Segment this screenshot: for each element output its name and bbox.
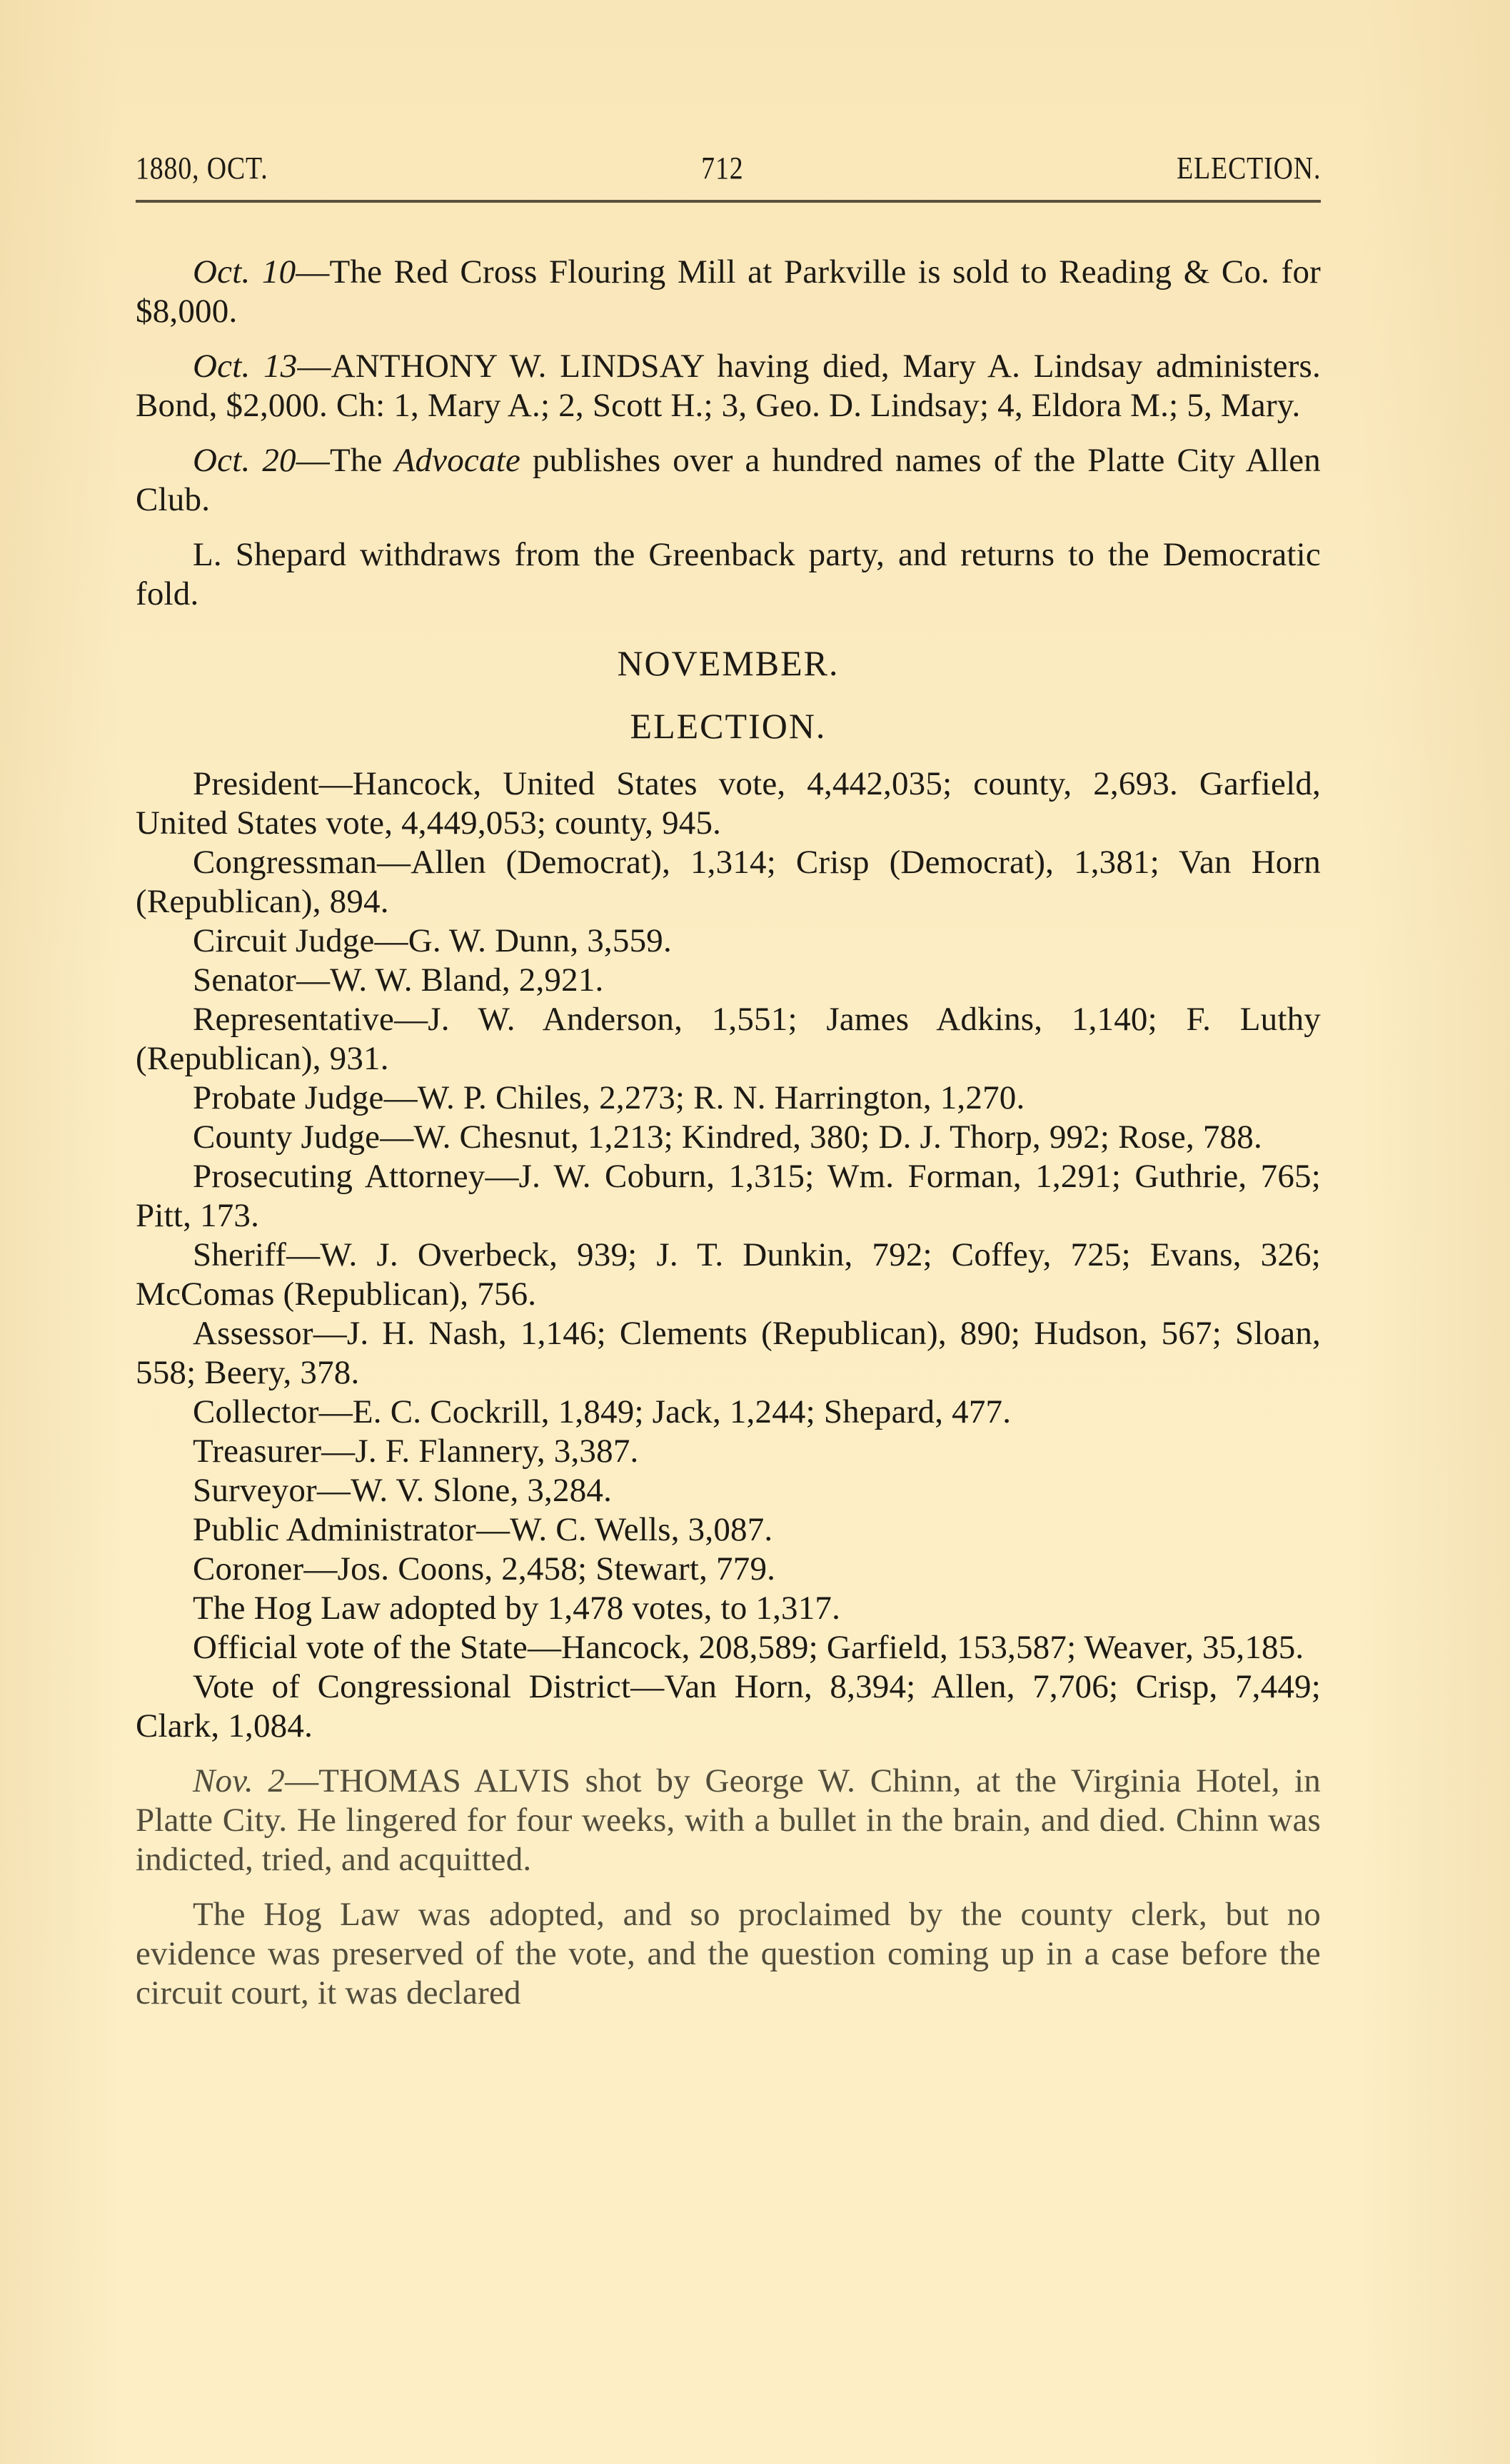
page-number: 712 (701, 151, 744, 186)
entry-text: —ANTHONY W. LINDSAY having died, Mary A. Lindsay administers. Bond, $2,000. Ch: 1, Mary A.; 2, Scott H.; 3, Geo. D. Lindsay; 4, Eldora M.; 5, Mary. (136, 348, 1321, 424)
entry-text: publishes over a hundred names of the Platte City Allen Club. (136, 442, 1321, 518)
entry-shepard (136, 535, 1321, 614)
page-content (136, 253, 1321, 2013)
result-hog-law: The Hog Law adopted by 1,478 votes, to 1,317. (193, 1590, 841, 1627)
entry-date: Oct. 10 (193, 253, 296, 291)
entry-date: Nov. 2 (193, 1762, 286, 1799)
result-congressional-district: Vote of Congressional District—Van Horn, 8,394; Allen, 7,706; Crisp, 7,449; Clark, 1,084. (136, 1668, 1321, 1745)
result-congressman: Congressman—Allen (Democrat), 1,314; Crisp (Democrat), 1,381; Van Horn (Republican), 894. (136, 844, 1321, 920)
running-head-section: ELECTION. (1177, 151, 1322, 186)
entry-text: —The (296, 442, 395, 479)
result-sheriff: Sheriff—W. J. Overbeck, 939; J. T. Dunkin, 792; Coffey, 725; Evans, 326; McComas (Republican), 756. (136, 1236, 1321, 1313)
newspaper-title: Advocate (394, 442, 521, 479)
result-representative: Representative—J. W. Anderson, 1,551; James Adkins, 1,140; F. Luthy (Republican), 931. (136, 1001, 1321, 1077)
result-coroner: Coroner—Jos. Coons, 2,458; Stewart, 779. (193, 1550, 776, 1587)
result-collector: Collector—E. C. Cockrill, 1,849; Jack, 1,244; Shepard, 477. (193, 1393, 1012, 1430)
entry-nov-2 (136, 1762, 1321, 1879)
entry-text: The Hog Law was adopted, and so proclaimed by the county clerk, but no evidence was preserved of the vote, and the question coming up in a case before the circuit court, it was declared (136, 1896, 1321, 2011)
book-page (136, 150, 1321, 2029)
result-senator: Senator—W. W. Bland, 2,921. (193, 961, 604, 999)
result-president: President—Hancock, United States vote, 4,442,035; county, 2,693. Garfield, United States vote, 4,449,053; county, 945. (136, 765, 1321, 842)
entry-text: —THOMAS ALVIS shot by George W. Chinn, at the Virginia Hotel, in Platte City. He lingered for four weeks, with a bullet in the brain, and died. Chinn was indicted, tried, and acquitted. (136, 1762, 1321, 1878)
entry-oct-13 (136, 347, 1321, 425)
result-assessor: Assessor—J. H. Nash, 1,146; Clements (Republican), 890; Hudson, 567; Sloan, 558; Beery, 378. (136, 1315, 1321, 1391)
result-probate-judge: Probate Judge—W. P. Chiles, 2,273; R. N. Harrington, 1,270. (193, 1079, 1025, 1116)
result-circuit-judge: Circuit Judge—G. W. Dunn, 3,559. (193, 922, 672, 959)
result-prosecuting-attorney: Prosecuting Attorney—J. W. Coburn, 1,315; Wm. Forman, 1,291; Guthrie, 765; Pitt, 173. (136, 1158, 1321, 1234)
result-public-administrator: Public Administrator—W. C. Wells, 3,087. (193, 1511, 773, 1548)
entry-oct-20 (136, 441, 1321, 520)
result-state-official-vote: Official vote of the State—Hancock, 208,589; Garfield, 153,587; Weaver, 35,185. (193, 1629, 1304, 1666)
month-heading: NOVEMBER. (617, 643, 840, 683)
entry-oct-10 (136, 253, 1321, 331)
entry-text: L. Shepard withdraws from the Greenback party, and returns to the Democratic fold. (136, 536, 1321, 612)
header-rule (136, 200, 1321, 203)
entry-date: Oct. 13 (193, 348, 298, 385)
result-surveyor: Surveyor—W. V. Slone, 3,284. (193, 1472, 613, 1509)
result-treasurer: Treasurer—J. F. Flannery, 3,387. (193, 1433, 639, 1470)
entry-hog-law (136, 1895, 1321, 2013)
section-heading: ELECTION. (630, 706, 827, 746)
result-county-judge: County Judge—W. Chesnut, 1,213; Kindred, 380; D. J. Thorp, 992; Rose, 788. (193, 1119, 1262, 1156)
election-results (136, 764, 1321, 1746)
entry-date: Oct. 20 (193, 442, 296, 479)
running-head-date: 1880, OCT. (136, 151, 268, 186)
entry-text: —The Red Cross Flouring Mill at Parkville is sold to Reading & Co. for $8,000. (136, 253, 1322, 330)
running-head (136, 150, 1321, 193)
